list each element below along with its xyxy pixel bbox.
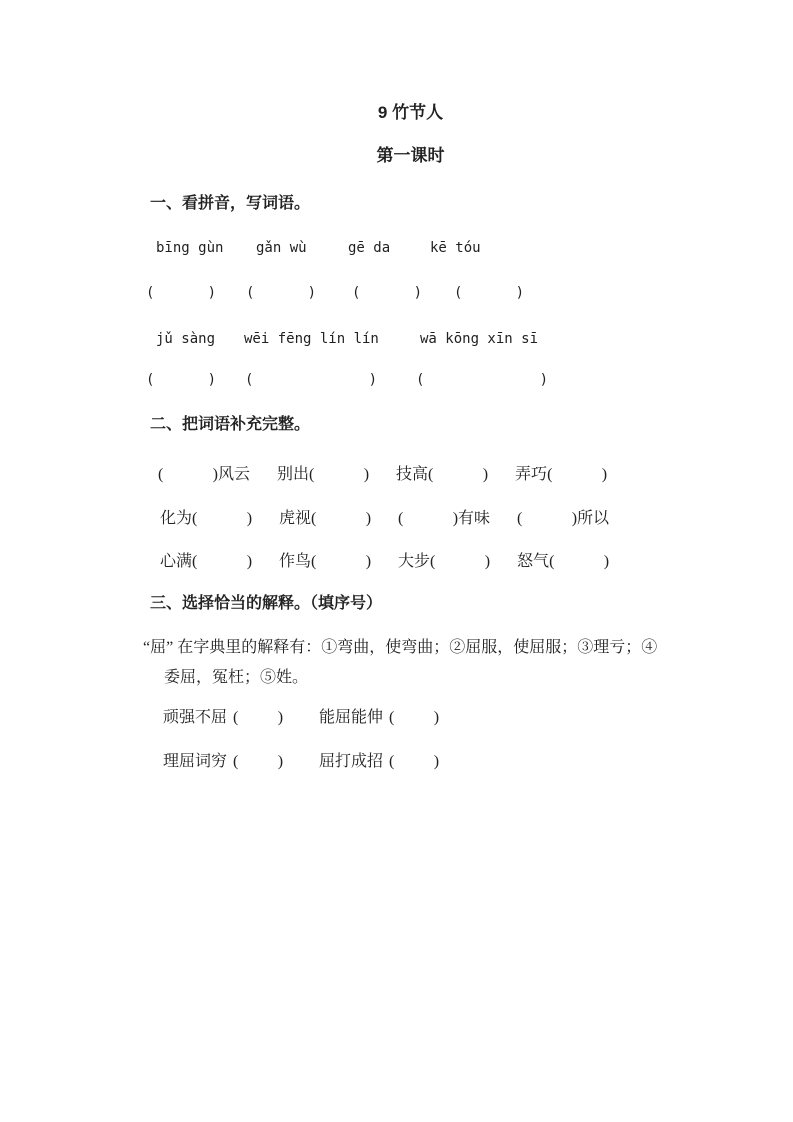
paren-open: ( [352,285,361,301]
idiom-fragment-before: 作鸟 [279,553,312,570]
paren-close: ) [207,372,216,388]
paren-close: ) [484,553,491,570]
paren-close: ) [452,510,459,527]
answer-blank [146,371,216,390]
answer-blank [428,465,488,484]
paren-open: ( [517,510,523,527]
word-item [319,708,439,727]
answer-blank [146,284,216,303]
paren-close: ) [571,510,578,527]
idiom-fill-item [160,552,252,571]
idiom-row-1 [158,465,753,484]
answer-blank [158,465,218,484]
paren-open: ( [389,709,395,726]
idiom-fragment-after: 所以 [577,510,610,527]
paren-open: ( [454,285,463,301]
answer-blank [549,552,609,571]
pinyin-word: wā kōng xīn sī [420,331,539,347]
answer-blank [311,552,371,571]
idiom-fragment-before: 弄巧 [515,466,548,483]
page-subtitle: 第一课时 [376,146,445,165]
paren-close: ) [482,466,489,483]
answer-blank [309,465,369,484]
idiom-fill-item [515,465,607,484]
paren-close: ) [515,285,524,301]
paren-close: ) [277,709,284,726]
paren-open: ( [233,709,239,726]
idiom-row-3 [160,552,753,571]
paren-open: ( [549,553,555,570]
paren-close: ) [246,553,253,570]
idiom-fragment-before: 大步 [398,553,431,570]
paren-open: ( [311,553,317,570]
pinyin-row-2 [156,330,753,349]
page-title: 9 竹节人 [377,103,444,122]
idiom-fill-item [398,552,490,571]
paren-open: ( [192,510,198,527]
idiom-fragment-after: 有味 [458,510,491,527]
answer-blank [352,284,422,303]
answer-blank [547,465,607,484]
paren-open: ( [233,753,239,770]
blank-row-1 [146,284,753,303]
pinyin-word: gē da [348,240,391,256]
paren-open: ( [547,466,553,483]
idiom-fill-item [158,465,250,484]
idiom-fragment-before: 心满 [160,553,193,570]
paren-close: ) [539,372,548,388]
paren-close: ) [413,285,422,301]
answer-blank [192,552,252,571]
idiom-fragment-before: 别出 [277,466,310,483]
idiom-row-2 [160,509,753,528]
paren-open: ( [389,753,395,770]
paren-close: ) [433,753,440,770]
section-one-heading: 一、看拼音，写词语。 [150,195,311,212]
paren-close: ) [365,553,372,570]
definition-line: “屈” 在字典里的解释有：①弯曲，使弯曲；②屈服，使屈服；③理亏；④ [143,639,658,656]
idiom-fill-item [517,509,609,528]
idiom-fill-item [517,552,609,571]
paren-close: ) [433,709,440,726]
answer-blank [246,284,316,303]
paren-open: ( [416,372,425,388]
word-label: 屈打成招 [319,753,384,770]
paren-open: ( [192,553,198,570]
word-item [163,708,283,727]
paren-open: ( [428,466,434,483]
word-label: 能屈能伸 [319,709,384,726]
idiom-fill-item [160,509,252,528]
answer-blank [416,371,548,390]
idiom-fragment-before: 虎视 [279,510,312,527]
paren-open: ( [311,510,317,527]
paren-open: ( [146,372,155,388]
idiom-fill-item [396,465,488,484]
paren-close: ) [307,285,316,301]
idiom-fill-item [279,552,371,571]
pinyin-word: wēi fēng lín lín [244,331,379,347]
definition-line: 委屈，冤枉；⑤姓。 [164,669,309,686]
word-label: 顽强不屈 [163,709,228,726]
answer-blank [398,509,458,528]
section-three-heading: 三、选择恰当的解释。（填序号） [150,595,383,612]
pinyin-word: jǔ sàng [156,331,216,347]
paren-close: ) [277,753,284,770]
idiom-fragment-before: 怒气 [517,553,550,570]
answer-blank [517,509,577,528]
paren-close: ) [207,285,216,301]
word-item [163,752,283,771]
answer-blank [233,752,283,771]
paren-open: ( [309,466,315,483]
paren-close: ) [601,466,608,483]
paren-open: ( [158,466,164,483]
word-item [319,752,439,771]
idiom-fragment-before: 化为 [160,510,193,527]
paren-open: ( [246,285,255,301]
paren-open: ( [398,510,404,527]
idiom-fill-item [279,509,371,528]
pinyin-word: kē tóu [430,240,481,256]
word-label: 理屈词穷 [163,753,228,770]
paren-open: ( [430,553,436,570]
answer-blank [192,509,252,528]
idiom-fragment-after: 风云 [218,466,251,483]
pinyin-word: gǎn wù [256,240,307,256]
idiom-fill-item [277,465,369,484]
answer-blank [311,509,371,528]
paren-close: ) [363,466,370,483]
paren-open: ( [146,285,155,301]
paren-close: ) [212,466,218,483]
section-two-heading: 二、把词语补充完整。 [150,416,311,433]
answer-blank [233,708,283,727]
answer-blank [430,552,490,571]
answer-blank [389,708,439,727]
blank-row-2 [146,371,753,390]
idiom-fragment-before: 技高 [396,466,429,483]
paren-close: ) [603,553,610,570]
pinyin-word: bīng gùn [156,240,224,256]
paren-close: ) [368,372,377,388]
paren-close: ) [365,510,372,527]
paren-close: ) [246,510,253,527]
answer-blank [389,752,439,771]
idiom-fill-item [398,509,490,528]
word-row-2 [163,752,753,771]
answer-blank [245,371,377,390]
word-row-1 [163,708,753,727]
pinyin-row-1 [156,239,753,258]
answer-blank [454,284,524,303]
paren-open: ( [245,372,254,388]
